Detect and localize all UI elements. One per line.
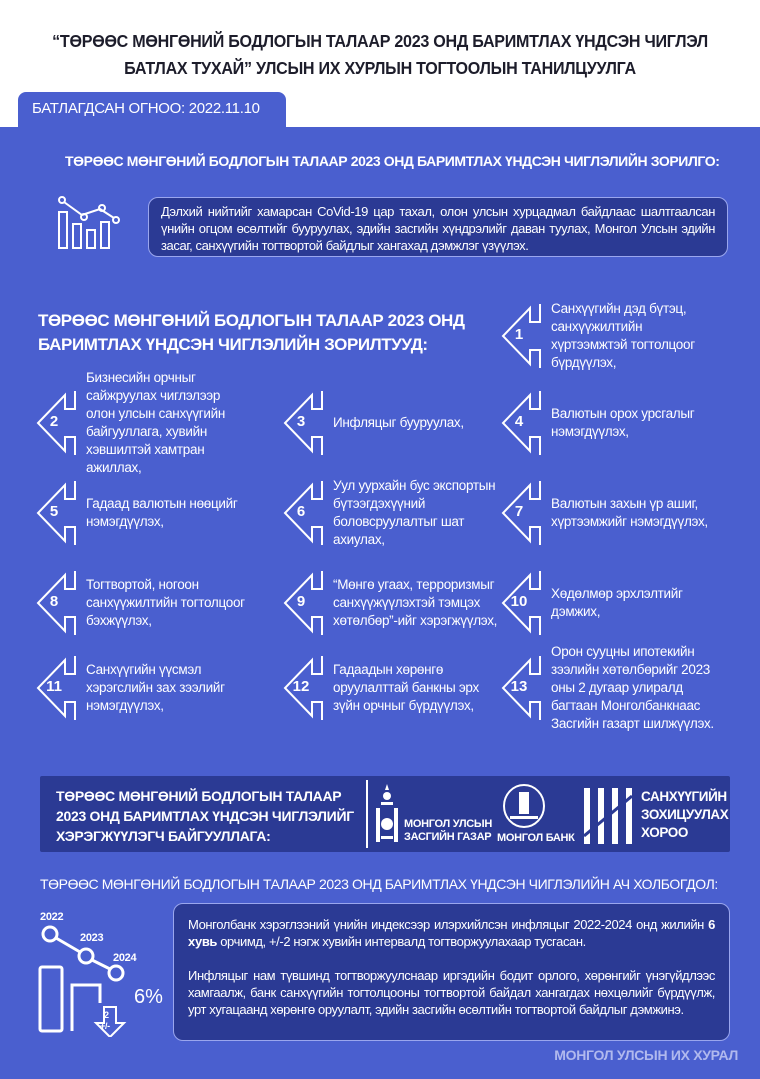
arrow-left-icon: [282, 391, 326, 455]
approved-date-tab: БАТЛАГДСАН ОГНОО: 2022.11.10: [18, 92, 286, 132]
year-label: 2024: [113, 952, 137, 964]
task-number: 2: [49, 413, 59, 430]
task-text: Санхүүгийн дэд бүтэц, санхүүжилтийн хүртээмжтэй тогтолцоог бүрдүүлэх,: [551, 301, 695, 370]
chart-decline-icon: [56, 195, 124, 251]
arrow-left-icon: [282, 481, 326, 545]
task-item: [500, 623, 716, 753]
frc-logo-icon: [584, 788, 632, 844]
task-number: 11: [46, 678, 62, 695]
impact-text-box: [173, 903, 730, 1041]
arrow-left-icon: [500, 656, 544, 720]
arrow-left-icon: [35, 656, 79, 720]
task-number: 10: [510, 593, 528, 610]
task-number: 4: [514, 413, 524, 430]
arrow-left-icon: [500, 481, 544, 545]
goal-heading: ТӨРӨӨС МӨНГӨНИЙ БОДЛОГЫН ТАЛААР 2023 ОНД БАРИМТЛАХ ҮНДСЭН ЧИГЛЭЛИЙН ЗОРИЛГО:: [65, 153, 720, 169]
task-text: Орон сууцны ипотекийн зээлийн хөтөлбөрийг 2023 оны 2 дугаар улиралд багтаан Монголбанкнаас Засгийн газарт шилжүүлэх.: [551, 644, 714, 731]
task-text: Инфляцыг бууруулах,: [333, 415, 464, 430]
task-number: 6: [296, 503, 306, 520]
tasks-heading: ТӨРӨӨС МӨНГӨНИЙ БОДЛОГЫН ТАЛААР 2023 ОНД БАРИМТЛАХ ҮНДСЭН ЧИГЛЭЛИЙН ЗОРИЛТУУД:: [38, 311, 465, 354]
arrow-left-icon: [282, 656, 326, 720]
year-label: 2022: [40, 911, 64, 923]
task-number: 12: [292, 678, 310, 695]
task-text: Уул уурхайн бус экспортын бүтээгдэхүүний боловсруулалтыг шат ахиулах,: [333, 478, 496, 547]
year-label: 2023: [80, 932, 104, 944]
gov-label: МОНГОЛ УЛСЫН ЗАСГИЙН ГАЗАР: [404, 818, 493, 843]
band-bottom: +/-: [100, 1021, 110, 1031]
arrow-left-icon: [35, 481, 79, 545]
task-text: Санхүүгийн үүсмэл хэрэгслийн зах зээлийг нэмэгдүүлэх,: [86, 662, 225, 713]
task-number: 5: [49, 503, 59, 520]
footer-label: МОНГОЛ УЛСЫН ИХ ХУРАЛ: [554, 1047, 738, 1063]
divider: [366, 780, 368, 848]
mongolbank-emblem-icon: [502, 782, 546, 828]
soyombo-emblem-icon: [376, 784, 398, 844]
impact-heading: ТӨРӨӨС МӨНГӨНИЙ БОДЛОГЫН ТАЛААР 2023 ОНД БАРИМТЛАХ ҮНДСЭН ЧИГЛЭЛИЙН АЧ ХОЛБОГДОЛ:: [40, 876, 718, 892]
task-text: Тогтвортой, ногоон санхүүжилтийн тогтолцоог бэхжүүлэх,: [86, 577, 245, 628]
task-number: 9: [296, 593, 306, 610]
page-title: “ТӨРӨӨС МӨНГӨНИЙ БОДЛОГЫН ТАЛААР 2023 ОНД БАРИМТЛАХ ҮНДСЭН ЧИГЛЭЛ БАТЛАХ ТУХАЙ” УЛСЫН ИХ ХУРЛЫН ТОГТООЛЫН ТАНИЛЦУУЛГА: [52, 31, 708, 78]
task-number: 7: [514, 503, 524, 520]
task-text: Валютын орох урсгалыг нэмэгдүүлэх,: [551, 406, 695, 439]
goal-text-box: Дэлхий нийтийг хамарсан CoVid-19 цар тахал, олон улсын хурцадмал байдлаас шалтгаалсан үнийн огцом өсөлтийг бууруулах, эдийн засгийн хүндрэлийг даван туулах, Монгол Улсын эдийн засаг, санхүүгийн тогтвортой байдлыг хангахад дэмжлэг үзүүлэх.: [148, 197, 728, 257]
task-text: Хөдөлмөр эрхлэлтийг дэмжих,: [551, 586, 683, 619]
task-text: Гадаадын хөрөнгө оруулалттай банкны эрх зүйн орчныг бүрдүүлэх,: [333, 662, 479, 713]
task-item: [35, 623, 251, 753]
task-item: [282, 623, 498, 753]
frc-label: САНХҮҮГИЙН ЗОХИЦУУЛАХ ХОРОО: [641, 789, 729, 840]
impact-paragraph: Монголбанк хэрэглээний үнийн индексээр илэрхийлсэн инфляцыг 2022-2024 онд жилийн 6 хувь орчимд, +/-2 нэгж хувийн интервалд тогтворжуулахаар тусгасан.: [188, 917, 715, 949]
task-number: 3: [296, 413, 306, 430]
task-text: “Мөнгө угаах, терроризмыг санхүүжүүлэхтэй тэмцэх хөтөлбөр”-ийг хэрэгжүүлэх,: [333, 577, 498, 628]
implementing-orgs-box: [40, 776, 730, 852]
task-number: 1: [514, 326, 524, 343]
impact-paragraph: Инфляцыг нам түвшинд тогтворжуулснаар иргэдийн бодит орлого, хөрөнгийг үнэгүйдлээс хамгаалж, банк санхүүгийн тогтолцооны тогтвортой байдал хангагдах нөхцөлийг бүрдүүлж, урт хугацаанд хөрөнгө оруулалт, эдийн засгийн өсөлтийн тогтвортой байдлыг дэмжинэ.: [188, 968, 715, 1017]
task-text: Бизнесийн орчныг сайжруулах чиглэлээр олон улсын санхүүгийн байгууллага, хувийн хэвшилтэй хамтран ажиллах,: [86, 370, 226, 475]
band-top: 2: [104, 1010, 109, 1020]
inflation-target-icon: [36, 925, 136, 1037]
task-text: Валютын захын үр ашиг, хүртээмжийг нэмэгдүүлэх,: [551, 496, 708, 529]
task-number: 13: [510, 678, 528, 695]
arrow-left-icon: [35, 391, 79, 455]
task-number: 8: [49, 593, 59, 610]
task-text: Гадаад валютын нөөцийг нэмэгдүүлэх,: [86, 496, 238, 529]
target-percent: 6%: [134, 986, 163, 1008]
bank-label: МОНГОЛ БАНК: [497, 832, 575, 844]
org-heading: ТӨРӨӨС МӨНГӨНИЙ БОДЛОГЫН ТАЛААР 2023 ОНД БАРИМТЛАХ ҮНДСЭН ЧИГЛЭЛИЙГ ХЭРЭГЖҮҮЛЭГЧ БАЙГУУЛЛАГА:: [56, 788, 354, 844]
arrow-left-icon: [500, 391, 544, 455]
